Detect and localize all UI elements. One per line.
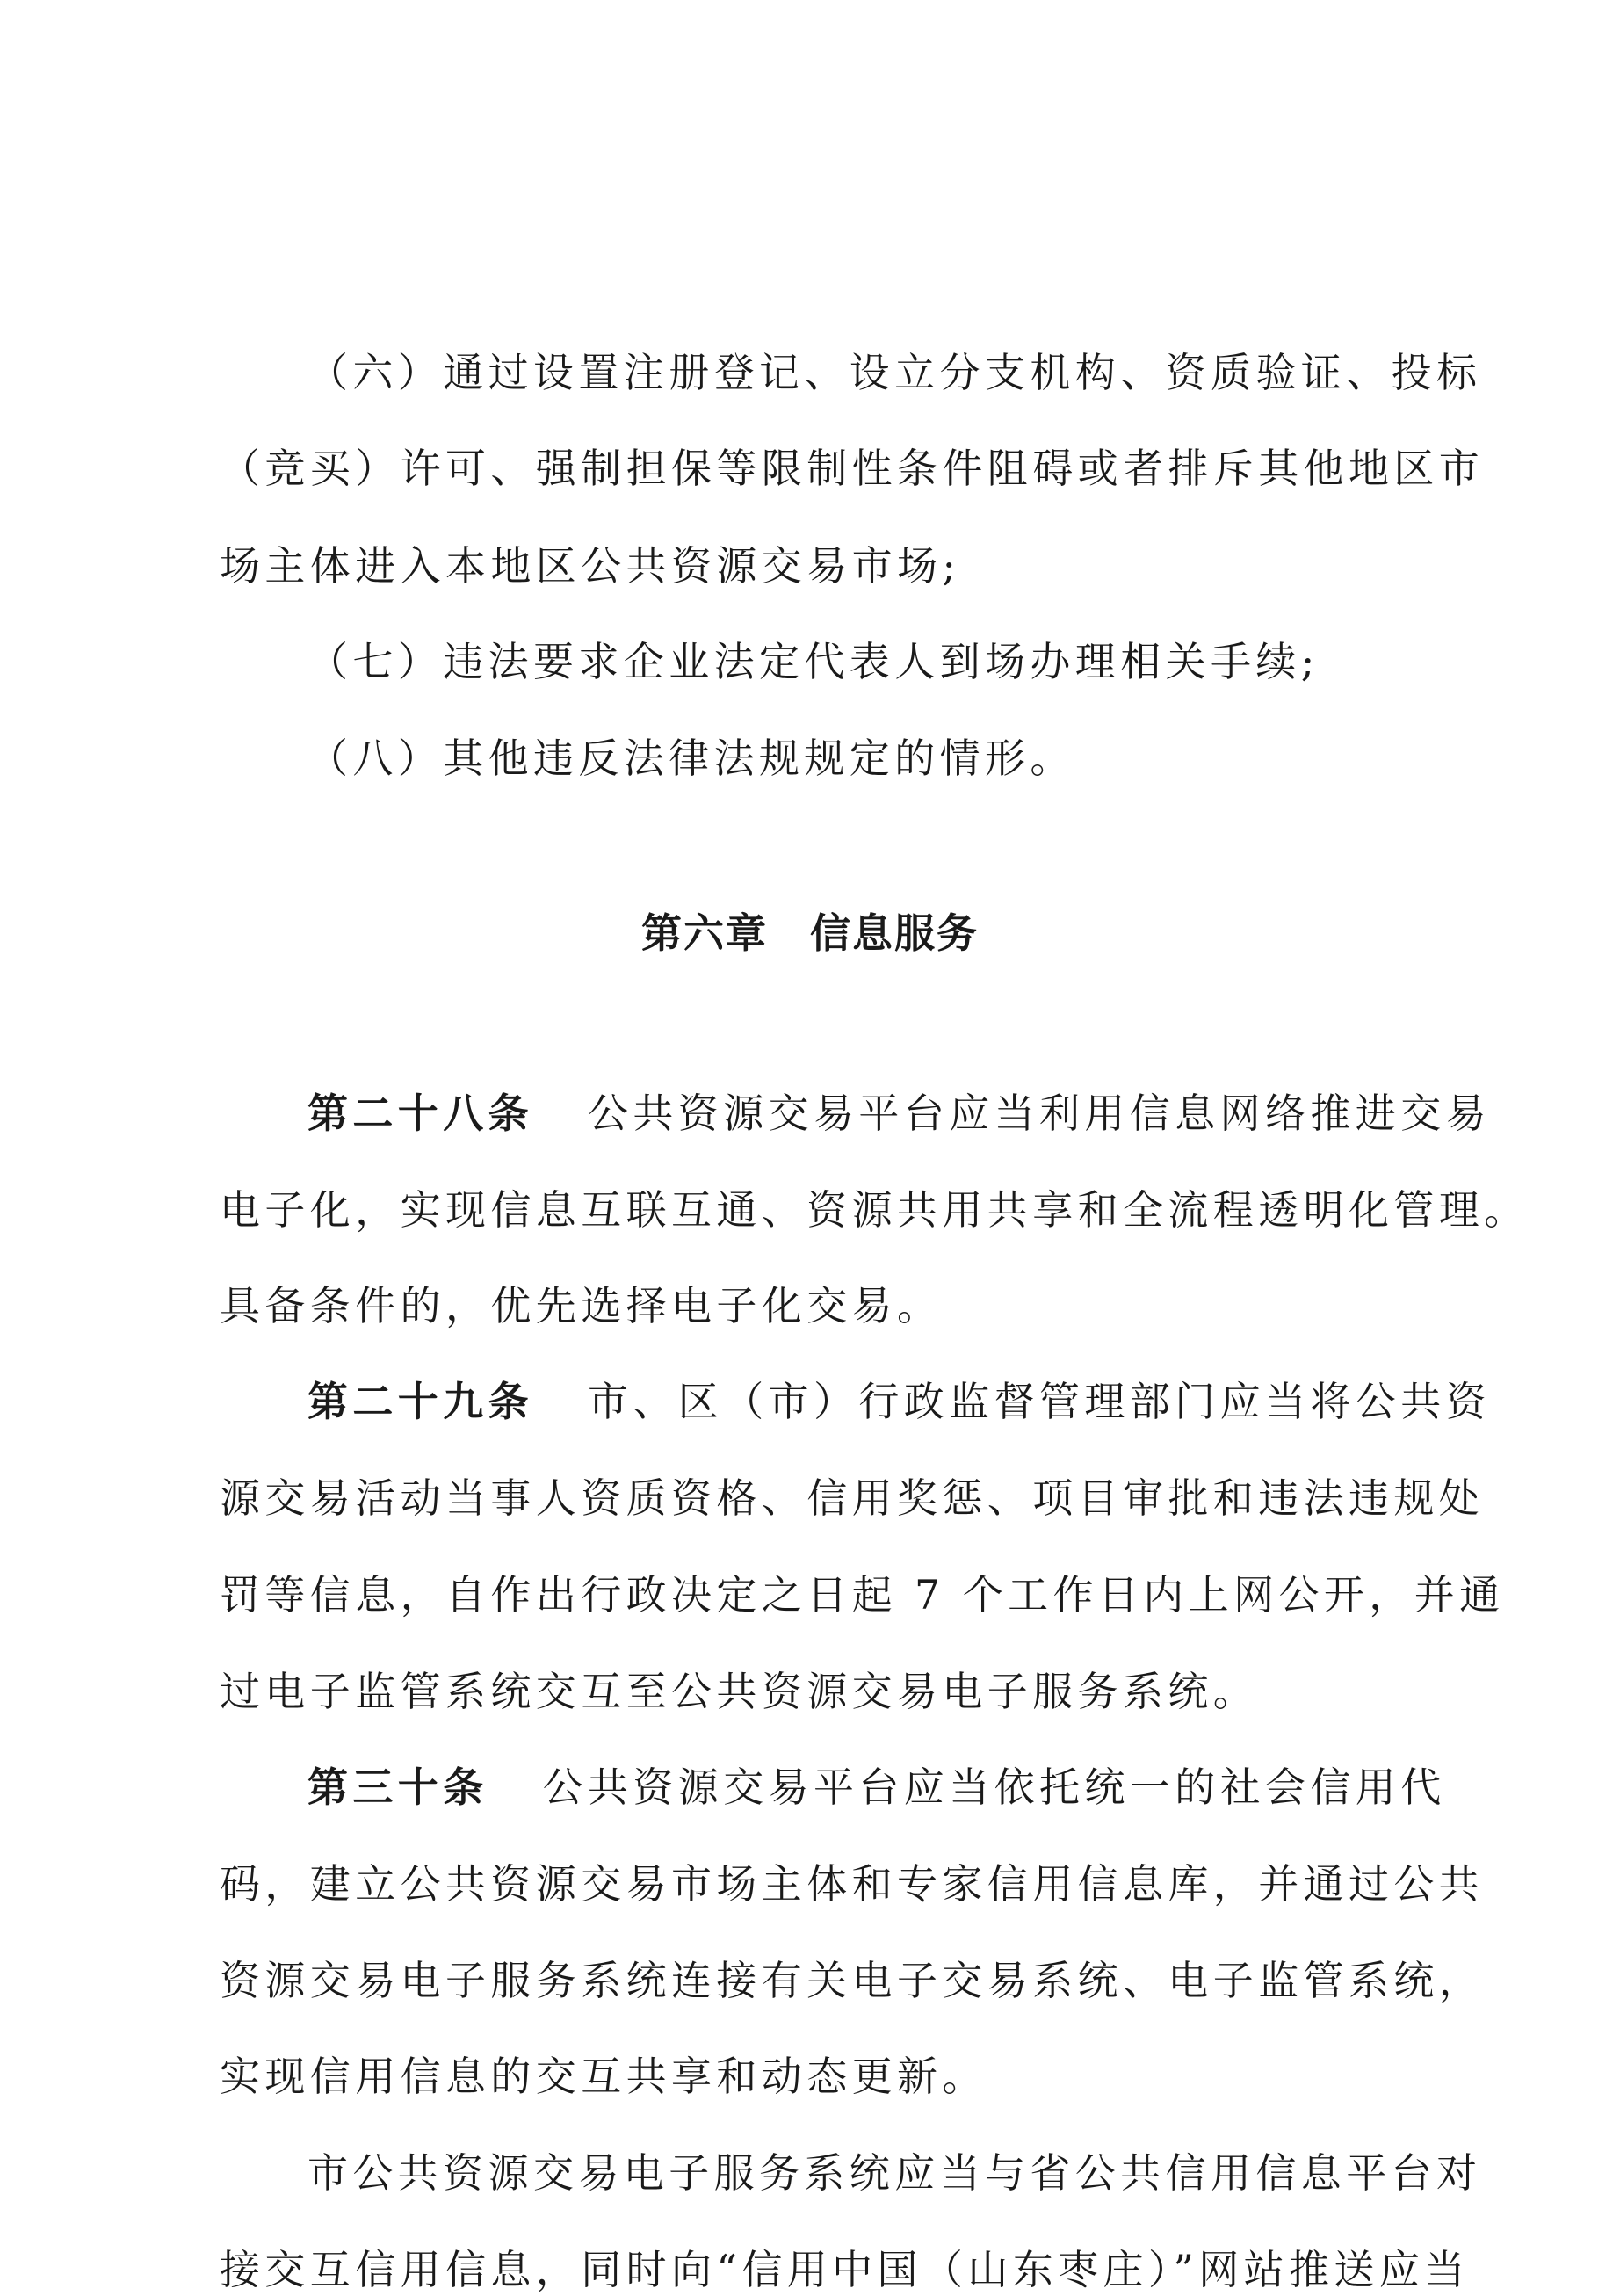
item-eight-line (0, 732, 1620, 785)
article-30-text-4: 实现信用信息的交互共享和动态更新。 (220, 2053, 987, 2100)
paragraph-line-2 (0, 2243, 1620, 2296)
paragraph-line-1 (0, 2147, 1620, 2199)
article-28-label: 第二十八条 (307, 1090, 533, 1137)
item-seven-text: （七）违法要求企业法定代表人到场办理相关手续; (307, 638, 1320, 685)
article-28-line-1 (0, 1087, 1620, 1140)
item-six-text-3: 场主体进入本地区公共资源交易市场; (220, 542, 961, 590)
article-29-line-1 (0, 1375, 1620, 1428)
article-29-label: 第二十九条 (307, 1378, 533, 1425)
item-eight-text: （八）其他违反法律法规规定的情形。 (307, 735, 1075, 782)
article-30-line-4 (0, 2050, 1620, 2103)
article-29-line-3 (0, 1568, 1620, 1621)
item-six-line-1 (0, 346, 1620, 399)
item-six-text-2: （竞买）许可、强制担保等限制性条件阻碍或者排斥其他地区市 (220, 445, 1485, 492)
item-six-text-1: （六）通过设置注册登记、设立分支机构、资质验证、投标 (307, 349, 1482, 396)
article-30-line-2 (0, 1858, 1620, 1910)
chapter-title: 第六章 信息服务 (641, 909, 979, 957)
article-30-text-1: 公共资源交易平台应当依托统一的社会信用代 (542, 1764, 1446, 1811)
item-seven-line (0, 635, 1620, 688)
article-30-text-3: 资源交易电子服务系统连接有关电子交易系统、电子监管系统， (220, 1957, 1485, 2004)
article-29-text-4: 过电子监管系统交互至公共资源交易电子服务系统。 (220, 1668, 1259, 1715)
article-29-text-1: 市、区（市）行政监督管理部门应当将公共资 (588, 1378, 1491, 1425)
article-28-line-2 (0, 1184, 1620, 1236)
article-28-text-1: 公共资源交易平台应当利用信息网络推进交易 (588, 1090, 1491, 1137)
article-30-line-1 (0, 1761, 1620, 1814)
article-29-line-4 (0, 1665, 1620, 1718)
article-28-line-3 (0, 1279, 1620, 1332)
article-30-text-2: 码，建立公共资源交易市场主体和专家信用信息库，并通过公共 (220, 1860, 1485, 1908)
article-29-line-2 (0, 1472, 1620, 1525)
article-29-text-3: 罚等信息，自作出行政决定之日起 7 个工作日内上网公开，并通 (220, 1571, 1505, 1619)
article-28-text-3: 具备条件的，优先选择电子化交易。 (220, 1282, 943, 1329)
article-30-label: 第三十条 (307, 1764, 488, 1811)
paragraph-text-2: 接交互信用信息，同时向“信用中国（山东枣庄）”网站推送应当 (220, 2246, 1470, 2293)
paragraph-text-1: 市公共资源交易电子服务系统应当与省公共信用信息平台对 (307, 2149, 1482, 2197)
article-29-text-2: 源交易活动当事人资质资格、信用奖惩、项目审批和违法违规处 (220, 1474, 1485, 1522)
article-28-text-2: 电子化，实现信息互联互通、资源共用共享和全流程透明化管理。 (220, 1186, 1530, 1234)
item-six-line-2 (0, 442, 1620, 495)
article-30-line-3 (0, 1954, 1620, 2007)
item-six-line-3 (0, 540, 1620, 592)
